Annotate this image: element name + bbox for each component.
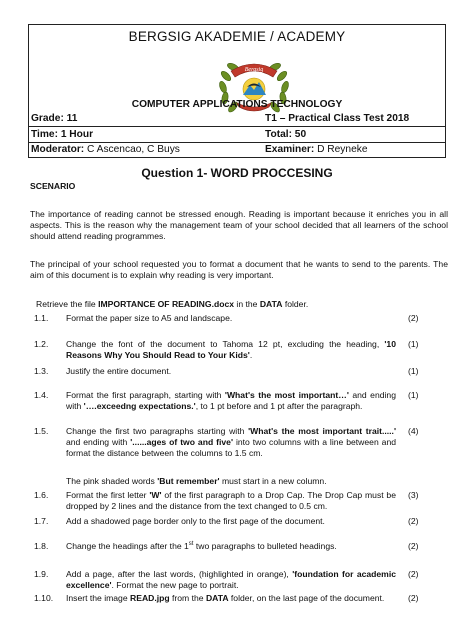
task-marks: (2): [408, 313, 419, 323]
task-marks: (3): [408, 490, 419, 500]
divider: [29, 142, 445, 143]
task-text: Change the headings after the 1st two paragraphs to bulleted headings.: [66, 541, 337, 551]
task-number: 1.1.: [34, 313, 49, 323]
task-marks: (1): [408, 390, 419, 400]
subject-title: COMPUTER APPLICATIONS TECHNOLOGY: [131, 99, 343, 110]
task-text: Add a page, after the last words, (highlighted in orange), 'foundation for academic excellence'. Format the new page to portrait.: [66, 569, 396, 590]
task-number: 1.2.: [34, 339, 49, 349]
task-text: Insert the image READ.jpg from the DATA folder, on the last page of the document.: [66, 593, 385, 603]
task-note: The pink shaded words 'But remember' must start in a new column.: [66, 476, 327, 486]
total-field: Total: 50: [265, 129, 307, 140]
crest-banner-text: Bergsig: [244, 67, 264, 73]
examiner-field: Examiner: D Reyneke: [265, 144, 368, 155]
task-marks: (2): [408, 593, 419, 603]
school-name: BERGSIG AKADEMIE / ACADEMY: [128, 29, 346, 44]
task-text: Format the first letter 'W' of the first paragraph to a Drop Cap. The Drop Cap must be dropped by 2 lines and the distance from the text changed to 0.5 cm.: [66, 490, 396, 511]
scenario-paragraph: The principal of your school requested you to format a document that he wants to send to the parents. The aim of this document is to explain why reading is very important.: [30, 259, 448, 280]
grade-field: Grade: 11: [31, 113, 78, 124]
time-field: Time: 1 Hour: [31, 129, 94, 140]
task-number: 1.4.: [34, 390, 49, 400]
task-number: 1.10.: [34, 593, 54, 603]
task-number: 1.8.: [34, 541, 49, 551]
task-text: Change the font of the document to Tahoma 12 pt, excluding the heading, '10 Reasons Why You Should Read to Your Kids'.: [66, 339, 396, 360]
divider: [29, 126, 445, 127]
task-marks: (2): [408, 516, 419, 526]
task-marks: (1): [408, 366, 419, 376]
retrieve-instruction: Retrieve the file IMPORTANCE OF READING.docx in the DATA folder.: [36, 299, 309, 309]
exam-header: [28, 24, 446, 158]
task-marks: (1): [408, 339, 419, 349]
task-marks: (4): [408, 426, 419, 436]
task-text: Add a shadowed page border only to the first page of the document.: [66, 516, 325, 526]
task-marks: (2): [408, 569, 419, 579]
task-marks: (2): [408, 541, 419, 551]
task-number: 1.9.: [34, 569, 49, 579]
task-text: Change the first two paragraphs starting with 'What's the most important trait.....' and ending with '......ages of two and five' into two columns with a line between and format the distance between the columns to 1.5 cm.: [66, 426, 396, 458]
task-text: Format the first paragraph, starting with 'What's the most important…' and ending with '….exceedng expectations.', to 1 pt before and 1 pt after the paragraph.: [66, 390, 396, 411]
moderator-field: Moderator: C Ascencao, C Buys: [31, 144, 180, 155]
scenario-heading: SCENARIO: [30, 181, 76, 191]
task-number: 1.3.: [34, 366, 49, 376]
task-number: 1.5.: [34, 426, 49, 436]
task-number: 1.7.: [34, 516, 49, 526]
task-text: Justify the entire document.: [66, 366, 172, 376]
scenario-paragraph: The importance of reading cannot be stressed enough. Reading is important because it enriches you in all aspects. This is the reason why the management team of your school decided that all learners of the school should attend reading programmes.: [30, 209, 448, 241]
question-title: Question 1- WORD PROCCESING: [141, 166, 333, 180]
test-name: T1 – Practical Class Test 2018: [265, 113, 410, 124]
task-text: Format the paper size to A5 and landscape.: [66, 313, 233, 323]
task-number: 1.6.: [34, 490, 49, 500]
